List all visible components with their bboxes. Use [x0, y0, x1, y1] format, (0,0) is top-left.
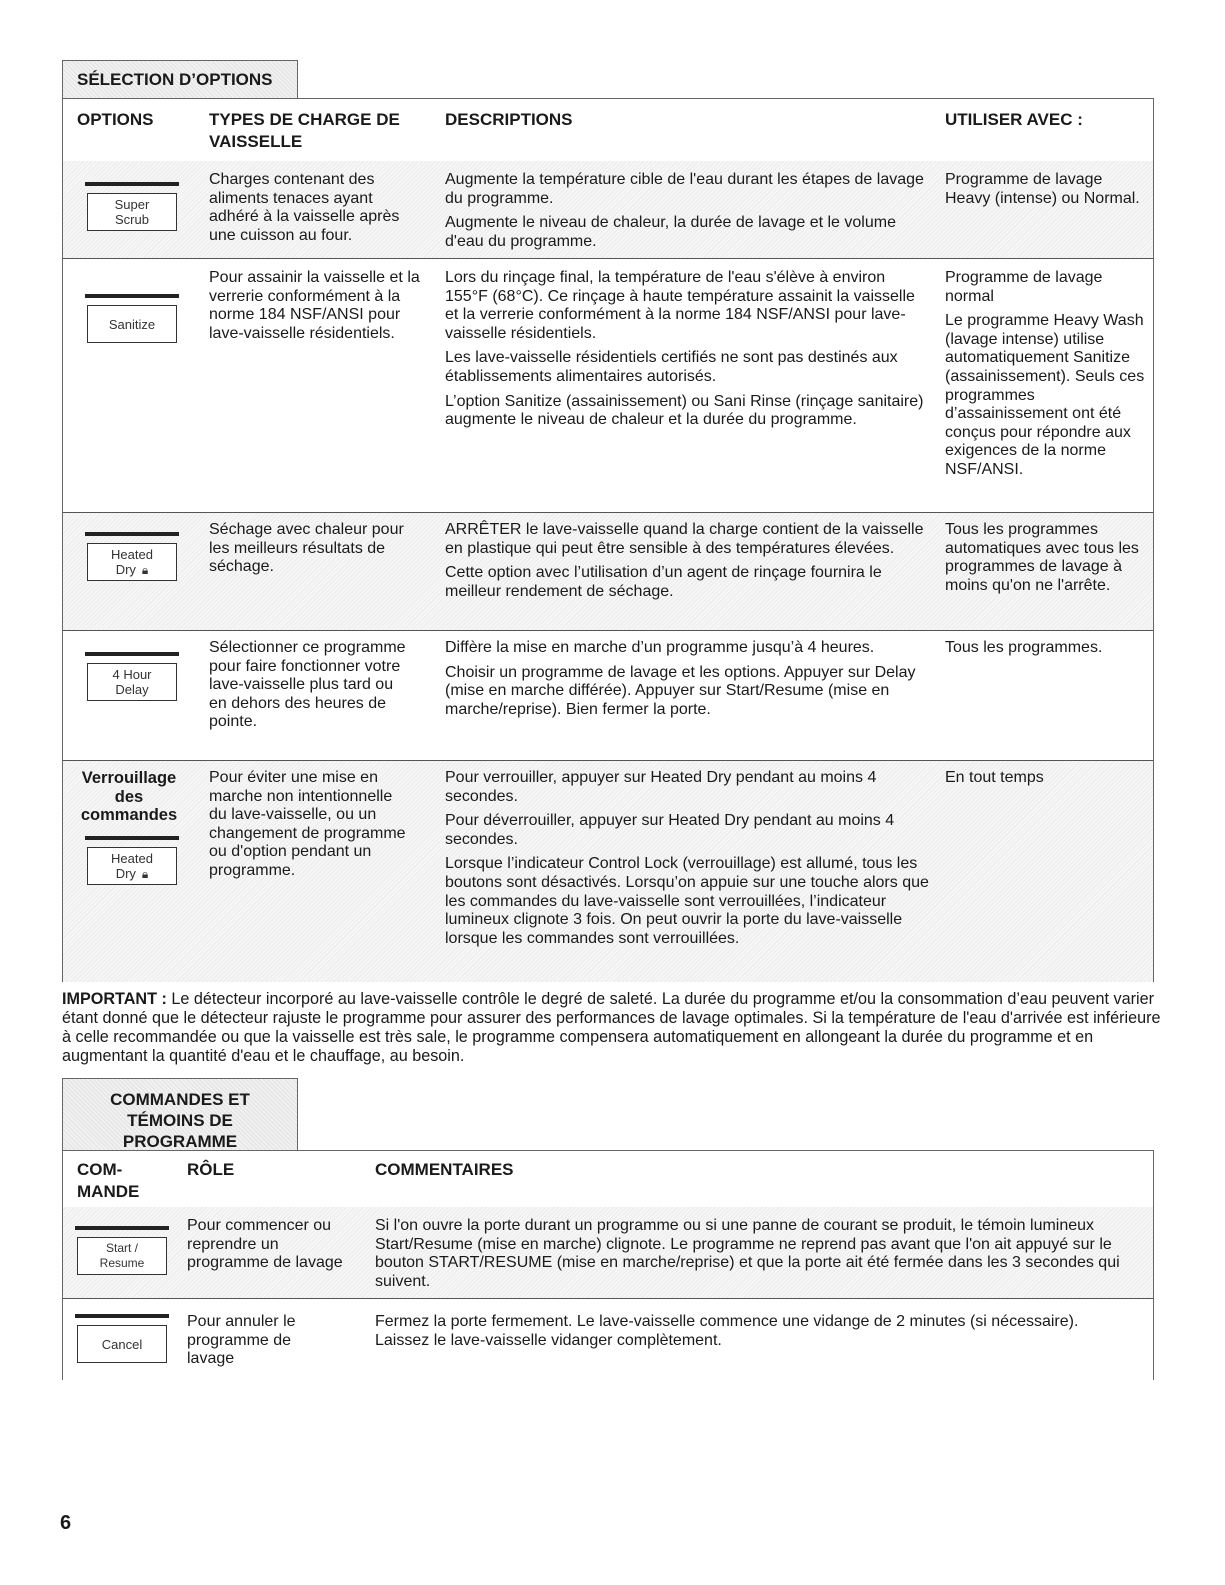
use-with-cell: Tous les programmes automatiques avec tous les programmes de lavage à moins qu'on ne l'arrête.: [945, 521, 1139, 594]
use-with-cell: [945, 269, 1145, 486]
description-cell: [445, 769, 931, 954]
icon-label-line1: Heated: [111, 546, 153, 562]
delay-button-icon: [87, 663, 177, 701]
options-title-text: SÉLECTION D’OPTIONS: [77, 70, 273, 89]
header-role: RÔLE: [187, 1160, 235, 1179]
control-lock-label: Verrouillage des commandes: [80, 769, 178, 825]
icon-label-line1: Heated: [111, 850, 153, 866]
icon-label-line1: Super: [114, 197, 150, 212]
lock-icon: 🔒︎: [141, 562, 149, 577]
icon-label-line2: Resume: [99, 1256, 145, 1270]
super-scrub-button-icon: [87, 193, 177, 231]
description-paragraph: ARRÊTER le lave-vaisselle quand la charge contient de la vaisselle en plastique qui peut être sensible à des températures élevées.: [445, 521, 924, 557]
important-label: IMPORTANT :: [62, 990, 167, 1008]
control-row-start-resume: [63, 1207, 1153, 1299]
role-cell: Pour annuler le programme de lavage: [187, 1313, 296, 1368]
option-row-control-lock: [63, 761, 1153, 982]
header-use-with: UTILISER AVEC :: [945, 110, 1083, 129]
icon-label-line1: Sanitize: [108, 316, 156, 332]
icon-label-line2: Scrub: [115, 212, 149, 227]
controls-title-text: COMMANDES ET TÉMOINS DE PROGRAMME: [110, 1090, 250, 1151]
indicator-bar: [85, 532, 179, 536]
icon-label-line1: 4 Hour: [112, 667, 152, 682]
icon-label-line2: Delay: [115, 682, 149, 697]
types-cell: Pour assainir la vaisselle et la verrerie conformément à la norme 184 NSF/ANSI pour lave-vaisselle résidentiels.: [209, 269, 420, 342]
use-with-paragraph: Le programme Heavy Wash (lavage intense) utilise automatiquement Sanitize (assainissement). Seuls ces programmes d’assainissement ont été conçus pour répondre aux exigences de la norme NSF/ANSI.: [945, 312, 1145, 478]
heated-dry-button-icon: [87, 543, 177, 581]
description-paragraph: Cette option avec l’utilisation d’un agent de rinçage fournira le meilleur rendement de séchage.: [445, 564, 882, 600]
header-descriptions: DESCRIPTIONS: [445, 110, 573, 129]
description-paragraph: Augmente le niveau de chaleur, la durée de lavage et le volume d'eau du programme.: [445, 214, 896, 250]
important-note: [62, 990, 1162, 1066]
option-row-sanitize: [63, 259, 1153, 513]
types-cell: Séchage avec chaleur pour les meilleurs résultats de séchage.: [209, 521, 404, 576]
icon-label-line1: Start /: [105, 1241, 138, 1255]
options-table-header: [63, 99, 1153, 162]
icon-label-line2: Dry: [115, 865, 136, 881]
use-with-cell: Tous les programmes.: [945, 639, 1103, 656]
controls-section-title: [62, 1078, 298, 1150]
header-command: COM-MANDE: [77, 1160, 140, 1201]
options-table: [62, 98, 1154, 982]
heated-dry-lock-button-icon: [87, 847, 177, 885]
types-cell: Charges contenant des aliments tenaces ayant adhéré à la vaisselle après une cuisson au four.: [209, 171, 400, 244]
lock-icon: 🔒︎: [141, 866, 149, 881]
header-comments: COMMENTAIRES: [375, 1160, 514, 1179]
icon-label-line1: Cancel: [101, 1336, 143, 1352]
important-text: Le détecteur incorporé au lave-vaisselle contrôle le degré de saleté. La durée du programme et/ou la consommation d’eau peuvent varier étant donné que le détecteur rajuste le programme pour assurer des performances de lavage optimales. Si la température de l'eau d'arrivée est inférieure à celle recommandée ou que la vaisselle est très sale, le programme compensera automatiquement en allongeant la durée du programme et en augmentant la quantité d'eau et le chauffage, au besoin.: [62, 990, 1161, 1065]
description-paragraph: Choisir un programme de lavage et les options. Appuyer sur Delay (mise en marche différée). Appuyer sur Start/Resume (mise en marche/reprise). Bien fermer la porte.: [445, 663, 916, 718]
cancel-button-icon: [77, 1325, 167, 1363]
option-row-4-hour-delay: [63, 631, 1153, 761]
description-paragraph: L’option Sanitize (assainissement) ou Sani Rinse (rinçage sanitaire) augmente le niveau de chaleur et la durée du programme.: [445, 392, 924, 429]
icon-label-line2: Dry: [115, 561, 136, 577]
description-paragraph: Pour déverrouiller, appuyer sur Heated Dry pendant au moins 4 secondes.: [445, 812, 895, 848]
role-cell: Pour commencer ou reprendre un programme de lavage: [187, 1217, 343, 1272]
description-cell: [445, 521, 931, 607]
description-cell: [445, 269, 931, 436]
indicator-bar: [85, 294, 179, 298]
description-paragraph: Augmente la température cible de l'eau durant les étapes de lavage du programme.: [445, 171, 924, 207]
description-cell: [445, 639, 935, 725]
description-cell: [445, 171, 931, 257]
use-with-paragraph: Programme de lavage normal: [945, 269, 1103, 305]
page-number: 6: [60, 1512, 72, 1534]
description-paragraph: Diffère la mise en marche d’un programme jusqu’à 4 heures.: [445, 639, 875, 656]
types-cell: Pour éviter une mise en marche non intentionnelle du lave-vaisselle, ou un changement de programme ou d'option pendant un programme.: [209, 769, 406, 879]
use-with-cell: En tout temps: [945, 769, 1044, 786]
control-row-cancel: [63, 1299, 1153, 1381]
indicator-bar: [85, 652, 179, 656]
description-paragraph: Lors du rinçage final, la température de l'eau s'élève à environ 155°F (68°C). Ce rinçage à haute température assainit la vaisselle et la verrerie conformément à la norme 184 NSF/ANSI pour lave-vaisselle résidentiels.: [445, 269, 915, 342]
use-with-cell: Programme de lavage Heavy (intense) ou Normal.: [945, 171, 1140, 207]
options-section-title: [62, 60, 298, 98]
description-paragraph: Les lave-vaisselle résidentiels certifiés ne sont pas destinés aux établissements alimentaires autorisés.: [445, 349, 898, 385]
types-cell: Sélectionner ce programme pour faire fonctionner votre lave-vaisselle plus tard ou en dehors des heures de pointe.: [209, 639, 406, 731]
controls-table: [62, 1150, 1154, 1380]
controls-table-header: [63, 1151, 1153, 1208]
comment-cell: Si l'on ouvre la porte durant un programme ou si une panne de courant se produit, le témoin lumineux Start/Resume (mise en marche) clignote. Le programme ne reprend pas avant que l'on ait appuyé sur le bouton START/RESUME (mise en marche/reprise) et que la porte ait été fermée dans les 3 secondes qui suivent.: [375, 1217, 1120, 1290]
description-paragraph: Lorsque l’indicateur Control Lock (verrouillage) est allumé, tous les boutons sont désactivés. Lorsqu’on appuie sur une touche alors que les commandes du lave-vaisselle sont verrouillées, l’indicateur lumineux clignote 3 fois. On peut ouvrir la porte du lave-vaisselle lorsque les commandes sont verrouillées.: [445, 855, 929, 947]
start-resume-button-icon: [77, 1237, 167, 1275]
indicator-bar: [75, 1314, 169, 1318]
indicator-bar: [75, 1226, 169, 1230]
description-paragraph: Pour verrouiller, appuyer sur Heated Dry pendant au moins 4 secondes.: [445, 769, 877, 805]
indicator-bar: [85, 182, 179, 186]
comment-cell: Fermez la porte fermement. Le lave-vaisselle commence une vidange de 2 minutes (si nécessaire). Laissez le lave-vaisselle vidanger complètement.: [375, 1313, 1079, 1349]
option-row-super-scrub: [63, 161, 1153, 259]
header-options: OPTIONS: [77, 110, 154, 129]
sanitize-button-icon: [87, 305, 177, 343]
header-types: TYPES DE CHARGE DE VAISSELLE: [209, 110, 400, 151]
option-row-heated-dry: [63, 513, 1153, 631]
indicator-bar: [85, 836, 179, 840]
